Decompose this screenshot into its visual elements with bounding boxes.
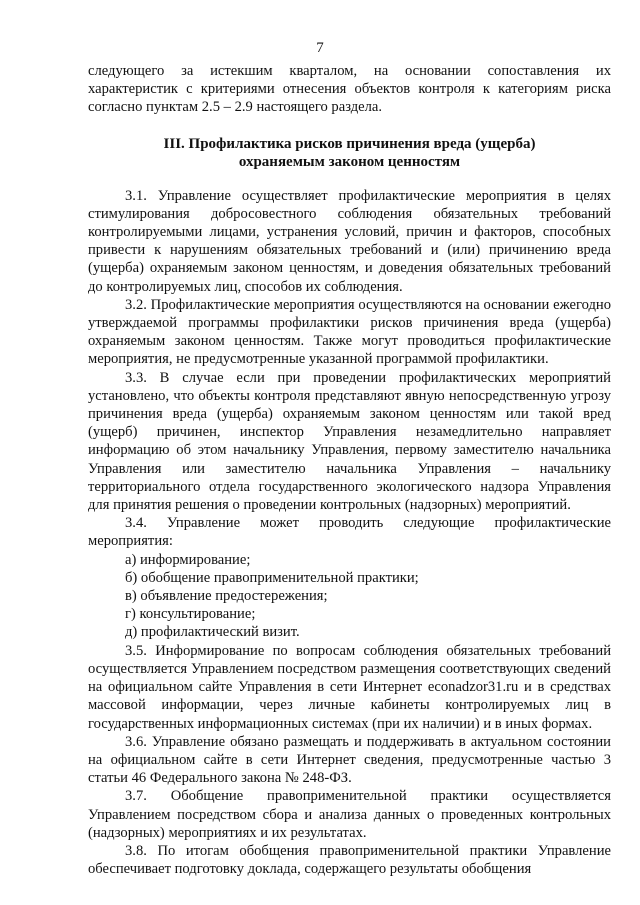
intro-paragraph: следующего за истекшим кварталом, на основании сопоставления их характеристик с критериями отнесения объектов контроля к категориям риска согласно пунктам 2.5 – 2.9 настоящего раздела. — [88, 63, 611, 116]
document-body — [88, 62, 611, 878]
section-title — [88, 135, 611, 171]
paragraph-3-2: 3.2. Профилактические мероприятия осуществляются на основании ежегодно утверждаемой программы профилактики рисков причинения вреда (ущерба) охраняемым законом ценностям. Также могут проводиться профилактические мероприятия, не предусмотренные указанной программой профилактики. — [88, 296, 611, 368]
paragraph-3-7: 3.7. Обобщение правоприменительной практики осуществляется Управлением посредством сбора и анализа данных о проведенных контрольных (надзорных) мероприятиях и их результатах. — [88, 788, 611, 841]
list-item-g: г) консультирование; — [125, 606, 256, 623]
section-title-line-1: III. Профилактика рисков причинения вреда (ущерба) — [163, 135, 536, 152]
paragraph-3-5: 3.5. Информирование по вопросам соблюдения обязательных требований осуществляется Управлением посредством размещения соответствующих сведений на официальном сайте Управления в сети Интернет econadzor31.ru и в средствах массовой информации, через личные кабинеты контролируемых лиц в государственных информационных системах (при их наличии) и в иных формах. — [88, 642, 611, 732]
list-item-d: д) профилактический визит. — [125, 624, 300, 641]
list-item-v: в) объявление предостережения; — [125, 588, 328, 605]
paragraph-3-8: 3.8. По итогам обобщения правоприменительной практики Управление обеспечивает подготовку доклада, содержащего результаты обобщения — [88, 842, 611, 878]
list-item-b: б) обобщение правоприменительной практики; — [125, 569, 419, 586]
paragraph-3-4: 3.4. Управление может проводить следующие профилактические мероприятия: — [88, 515, 611, 550]
paragraph-3-3: 3.3. В случае если при проведении профилактических мероприятий установлено, что объекты контроля представляют явную непосредственную угрозу причинения вреда (ущерба) охраняемым законом ценностям или такой вред (ущерб) причинен, инспектор Управления незамедлительно направляет информацию об этом начальнику Управления, первому заместителю начальника Управления или заместителю начальника Управления – начальнику территориального отдела государственного экологического надзора Управления для принятия решения о проведении контрольных (надзорных) мероприятий. — [88, 369, 611, 514]
list-item-a: а) информирование; — [125, 551, 251, 568]
paragraph-3-6: 3.6. Управление обязано размещать и поддерживать в актуальном состоянии на официальном сайте в сети Интернет сведения, предусмотренные частью 3 статьи 46 Федерального закона № 248-ФЗ. — [88, 733, 611, 787]
page-number: 7 — [316, 40, 324, 56]
section-title-line-2: охраняемым законом ценностям — [238, 153, 461, 170]
paragraph-3-1: 3.1. Управление осуществляет профилактические мероприятия в целях стимулирования добросовестного соблюдения обязательных требований контролируемыми лицами, устранения условий, причин и факторов, способных привести к нарушениям обязательных требований и (или) причинению вреда (ущерба) охраняемым законом ценностям, и доведения обязательных требований до контролируемых лиц, способов их соблюдения. — [88, 187, 611, 295]
